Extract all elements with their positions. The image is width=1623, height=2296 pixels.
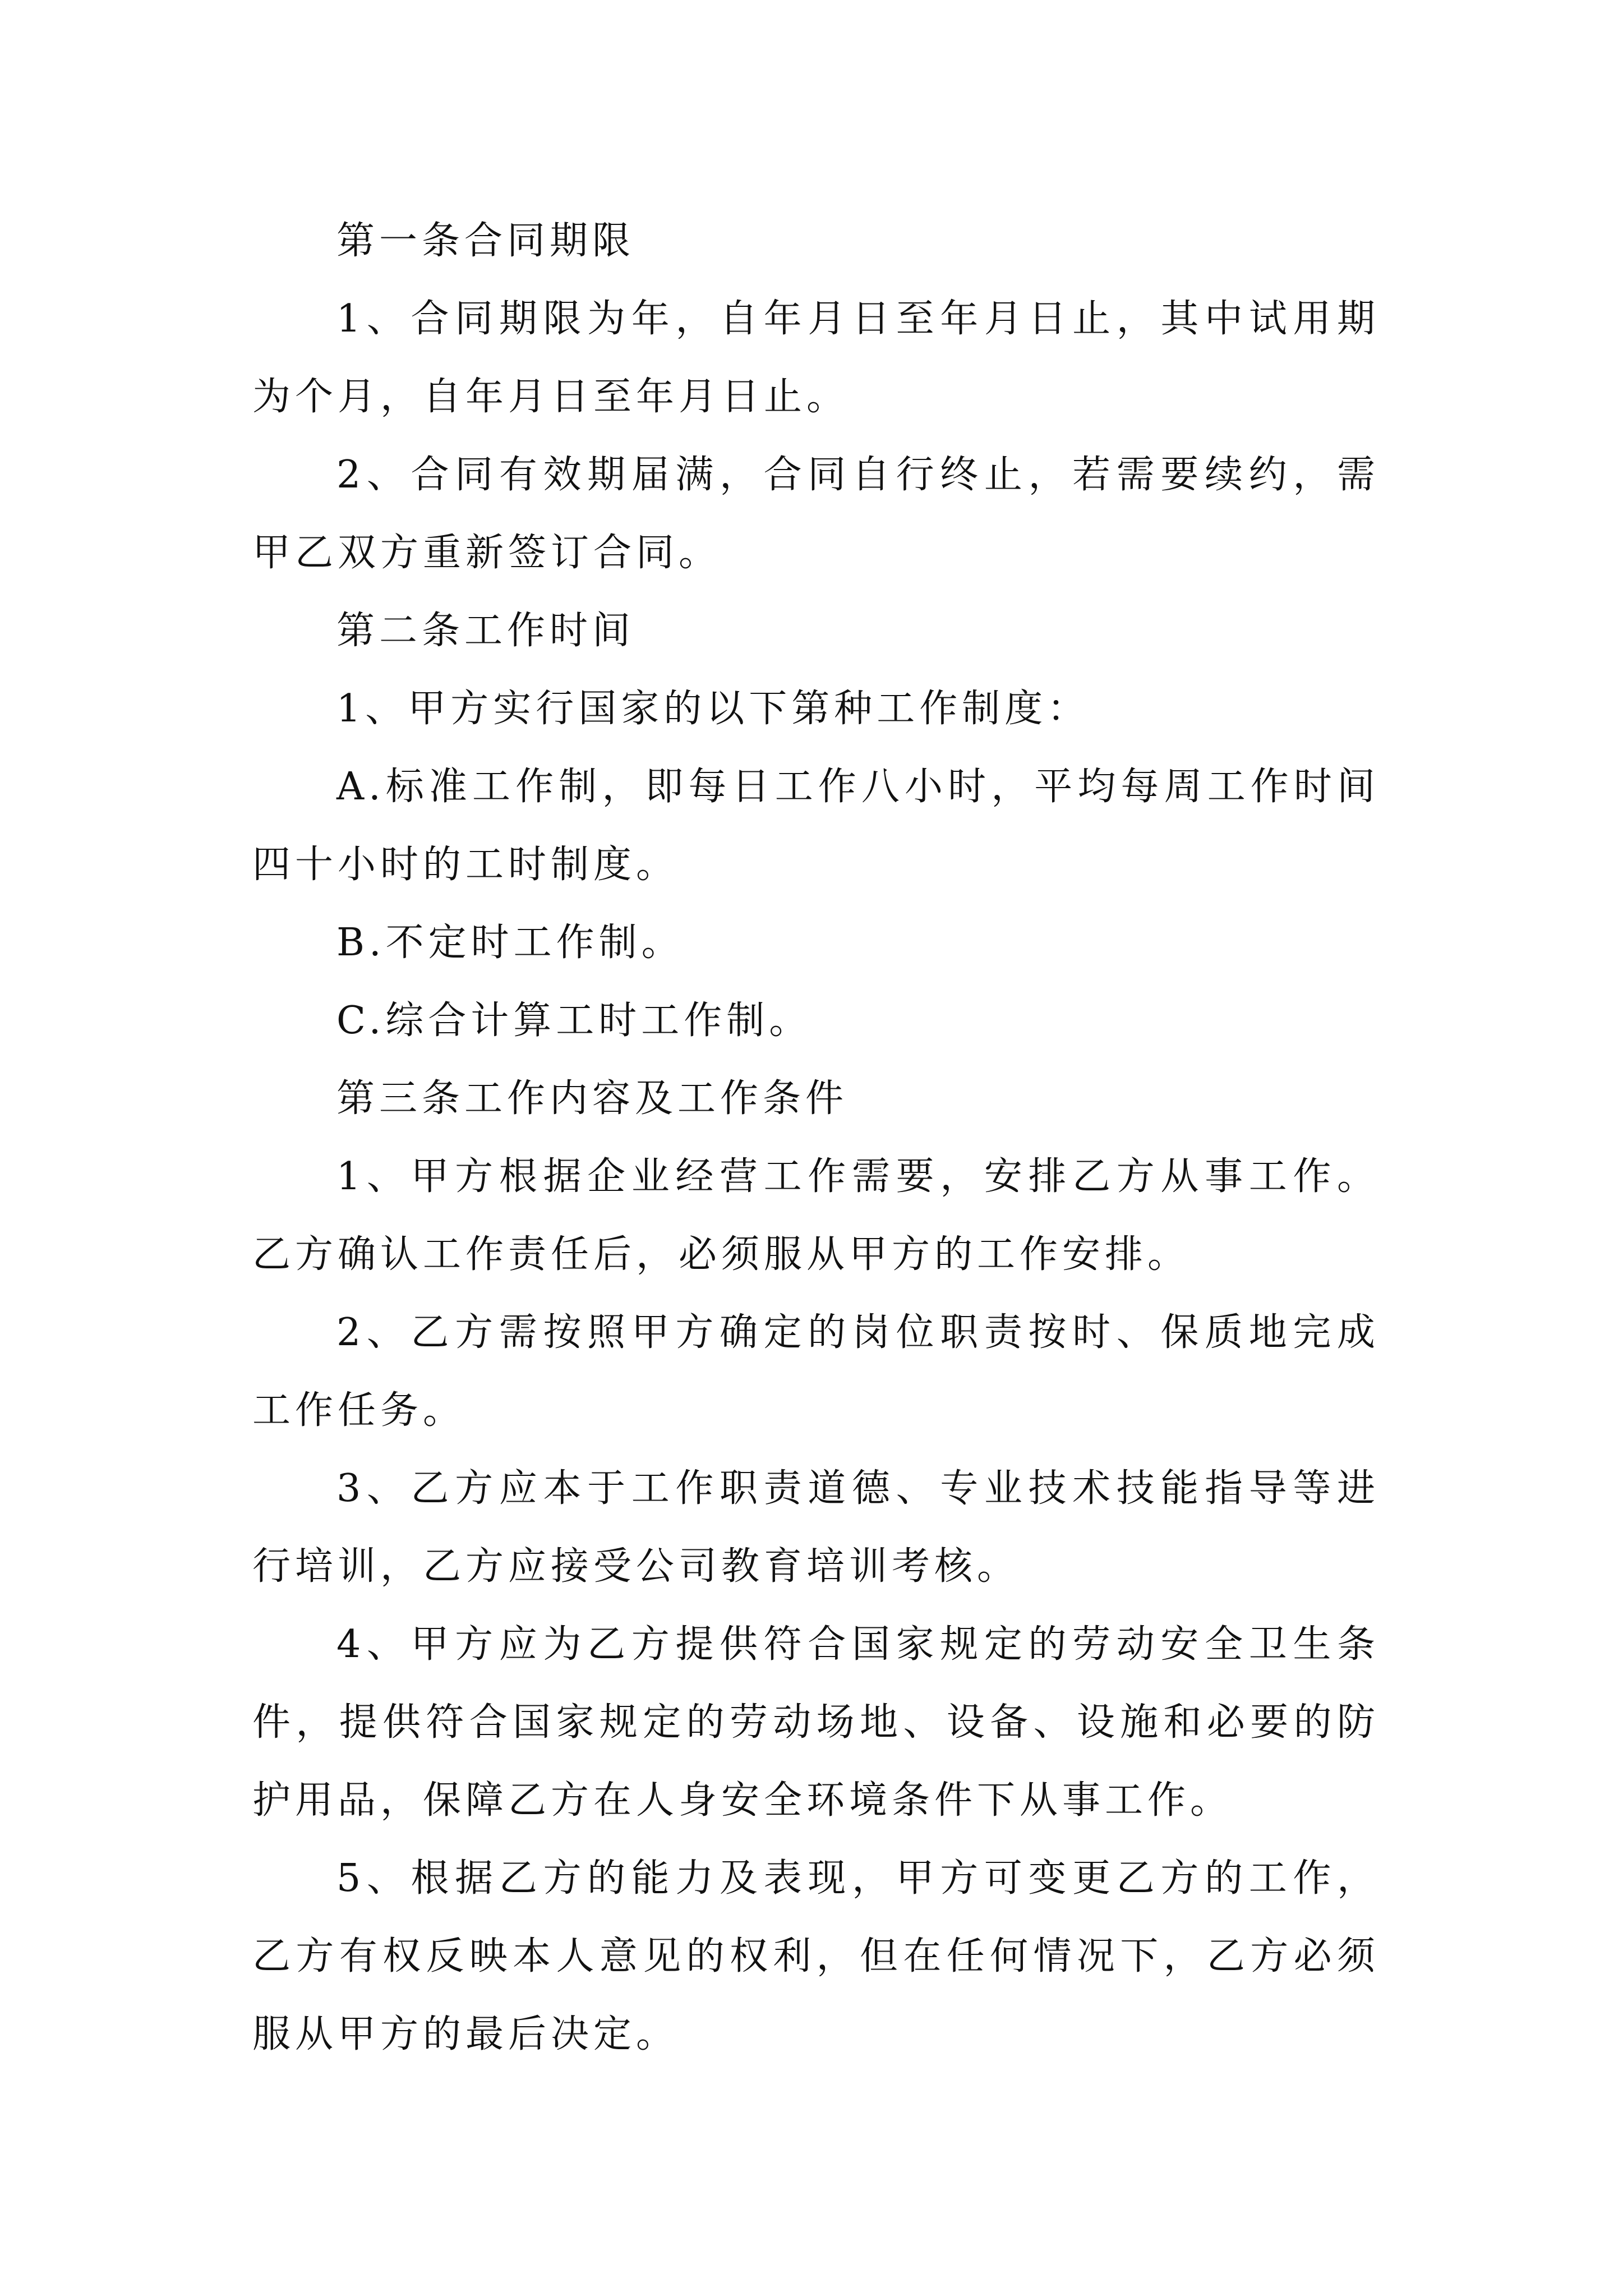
clause-paragraph: 4、甲方应为乙方提供符合国家规定的劳动安全卫生条件，提供符合国家规定的劳动场地、设备、设施和必要的防护用品，保障乙方在人身安全环境条件下从事工作。	[252, 1622, 1380, 1823]
clause-paragraph: 1、甲方实行国家的以下第种工作制度：	[336, 687, 1090, 731]
clause-paragraph: 5、根据乙方的能力及表现，甲方可变更乙方的工作，乙方有权反映本人意见的权利，但在任何情况下，乙方必须服从甲方的最后决定。	[252, 1856, 1380, 2056]
option-paragraph: A.标准工作制，即每日工作八小时，平均每周工作时间四十小时的工时制度。	[252, 765, 1380, 887]
section-heading-contract-term: 第一条合同期限	[336, 219, 635, 263]
clause-paragraph: 2、合同有效期届满，合同自行终止，若需要续约，需甲乙双方重新签订合同。	[252, 453, 1380, 575]
clause-paragraph: 2、乙方需按照甲方确定的岗位职责按时、保质地完成工作任务。	[252, 1310, 1380, 1433]
clause-paragraph: 1、合同期限为年，自年月日至年月日止，其中试用期为个月，自年月日至年月日止。	[252, 297, 1380, 419]
document-page	[252, 202, 1380, 2073]
section-heading-work-content: 第三条工作内容及工作条件	[336, 1076, 849, 1121]
section-heading-working-hours: 第二条工作时间	[336, 609, 635, 653]
option-paragraph: B.不定时工作制。	[336, 921, 684, 965]
option-paragraph: C.综合计算工时工作制。	[336, 999, 812, 1043]
clause-paragraph: 1、甲方根据企业经营工作需要，安排乙方从事工作。乙方确认工作责任后，必须服从甲方的工作安排。	[252, 1154, 1380, 1277]
clause-paragraph: 3、乙方应本于工作职责道德、专业技术技能指导等进行培训，乙方应接受公司教育培训考核。	[252, 1466, 1380, 1589]
